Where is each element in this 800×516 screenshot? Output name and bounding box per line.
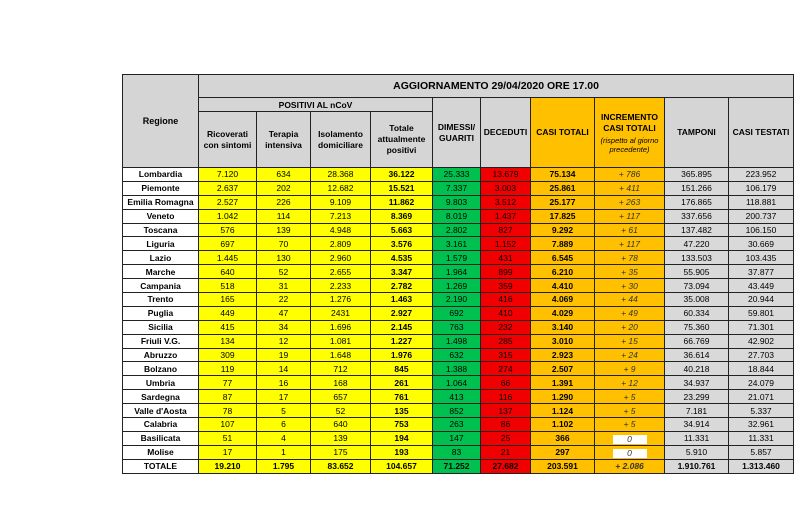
update-title: AGGIORNAMENTO 29/04/2020 ORE 17.00 — [199, 75, 794, 98]
covid-table — [122, 74, 794, 474]
casi-totali-cell: 4.069 — [531, 293, 595, 307]
incremento-cell: + 24 — [595, 348, 665, 362]
casi-testati-cell: 18.844 — [729, 362, 794, 376]
terapia-cell: 5 — [257, 404, 311, 418]
deceduti-cell: 66 — [481, 376, 531, 390]
tamponi-header: TAMPONI — [665, 98, 729, 168]
terapia-cell: 14 — [257, 362, 311, 376]
region-name: Basilicata — [123, 431, 199, 445]
casi-totali-cell: 9.292 — [531, 223, 595, 237]
tamponi-cell: 40.218 — [665, 362, 729, 376]
casi-totali-cell: 297 — [531, 445, 595, 459]
incremento-cell: + 20 — [595, 320, 665, 334]
totale-positivi-header: Totale attualmente positivi — [371, 112, 433, 168]
incremento-note: (rispetto al giorno precedente) — [600, 135, 659, 154]
dimessi-cell: 1.579 — [433, 251, 481, 265]
incremento-cell: + 786 — [595, 168, 665, 182]
casi-totali-cell: 2.507 — [531, 362, 595, 376]
totale-positivi-cell: 2.782 — [371, 279, 433, 293]
tamponi-cell: 151.266 — [665, 181, 729, 195]
casi-testati-cell: 71.301 — [729, 320, 794, 334]
table-row — [123, 195, 794, 209]
table-row — [123, 376, 794, 390]
casi-testati-cell: 20.944 — [729, 293, 794, 307]
ricoverati-cell: 2.527 — [199, 195, 257, 209]
isolamento-cell: 2.809 — [311, 237, 371, 251]
incremento-cell: + 411 — [595, 181, 665, 195]
totale-positivi-cell: 1.976 — [371, 348, 433, 362]
tamponi-cell: 176.865 — [665, 195, 729, 209]
tamponi-cell: 47.220 — [665, 237, 729, 251]
dimessi-cell: 25.333 — [433, 168, 481, 182]
incremento-cell: + 117 — [595, 237, 665, 251]
tamponi-cell: 1.910.761 — [665, 459, 729, 473]
casi-testati-cell: 106.179 — [729, 181, 794, 195]
deceduti-cell: 416 — [481, 293, 531, 307]
casi-testati-cell: 103.435 — [729, 251, 794, 265]
dimessi-cell: 263 — [433, 418, 481, 432]
ricoverati-cell: 1.042 — [199, 209, 257, 223]
deceduti-cell: 274 — [481, 362, 531, 376]
ricoverati-cell: 640 — [199, 265, 257, 279]
terapia-cell: 6 — [257, 418, 311, 432]
totale-positivi-cell: 4.535 — [371, 251, 433, 265]
deceduti-cell: 116 — [481, 390, 531, 404]
incremento-cell: + 78 — [595, 251, 665, 265]
terapia-cell: 22 — [257, 293, 311, 307]
deceduti-cell: 410 — [481, 306, 531, 320]
dimessi-cell: 632 — [433, 348, 481, 362]
incremento-value: 0 — [613, 449, 647, 458]
deceduti-cell: 21 — [481, 445, 531, 459]
incremento-cell: + 12 — [595, 376, 665, 390]
ricoverati-cell: 119 — [199, 362, 257, 376]
isolamento-cell: 7.213 — [311, 209, 371, 223]
terapia-cell: 52 — [257, 265, 311, 279]
incremento-header — [595, 98, 665, 168]
casi-testati-header: CASI TESTATI — [729, 98, 794, 168]
table-row — [123, 431, 794, 445]
ricoverati-header: Ricoverati con sintomi — [199, 112, 257, 168]
region-name: Piemonte — [123, 181, 199, 195]
ricoverati-cell: 87 — [199, 390, 257, 404]
table-row — [123, 279, 794, 293]
deceduti-cell: 1.152 — [481, 237, 531, 251]
casi-totali-cell: 3.140 — [531, 320, 595, 334]
region-name: Veneto — [123, 209, 199, 223]
region-name: Molise — [123, 445, 199, 459]
tamponi-cell: 137.482 — [665, 223, 729, 237]
casi-testati-cell: 11.331 — [729, 431, 794, 445]
isolamento-cell: 1.276 — [311, 293, 371, 307]
totale-positivi-cell: 135 — [371, 404, 433, 418]
ricoverati-cell: 7.120 — [199, 168, 257, 182]
isolamento-cell: 83.652 — [311, 459, 371, 473]
terapia-cell: 47 — [257, 306, 311, 320]
dimessi-header: DIMESSI/ GUARITI — [433, 98, 481, 168]
dimessi-cell: 8.019 — [433, 209, 481, 223]
region-name: Trento — [123, 293, 199, 307]
terapia-header: Terapia intensiva — [257, 112, 311, 168]
casi-testati-cell: 43.449 — [729, 279, 794, 293]
totale-positivi-cell: 8.369 — [371, 209, 433, 223]
casi-totali-cell: 1.124 — [531, 404, 595, 418]
terapia-cell: 226 — [257, 195, 311, 209]
deceduti-cell: 3.512 — [481, 195, 531, 209]
ricoverati-cell: 107 — [199, 418, 257, 432]
casi-testati-cell: 27.703 — [729, 348, 794, 362]
region-name: Puglia — [123, 306, 199, 320]
incremento-cell: + 49 — [595, 306, 665, 320]
dimessi-cell: 9.803 — [433, 195, 481, 209]
tamponi-cell: 5.910 — [665, 445, 729, 459]
casi-totali-cell: 25.861 — [531, 181, 595, 195]
incremento-cell — [595, 431, 665, 445]
isolamento-cell: 12.682 — [311, 181, 371, 195]
isolamento-cell: 712 — [311, 362, 371, 376]
table-row — [123, 181, 794, 195]
isolamento-cell: 2.655 — [311, 265, 371, 279]
ricoverati-cell: 17 — [199, 445, 257, 459]
deceduti-cell: 232 — [481, 320, 531, 334]
incremento-cell: + 9 — [595, 362, 665, 376]
incremento-cell — [595, 445, 665, 459]
casi-testati-cell: 37.877 — [729, 265, 794, 279]
casi-totali-cell: 203.591 — [531, 459, 595, 473]
deceduti-cell: 3.003 — [481, 181, 531, 195]
casi-testati-cell: 5.857 — [729, 445, 794, 459]
casi-totali-cell: 2.923 — [531, 348, 595, 362]
casi-totali-cell: 1.290 — [531, 390, 595, 404]
region-name: Toscana — [123, 223, 199, 237]
tamponi-cell: 73.094 — [665, 279, 729, 293]
terapia-cell: 17 — [257, 390, 311, 404]
totale-positivi-cell: 1.463 — [371, 293, 433, 307]
region-name: TOTALE — [123, 459, 199, 473]
table-row — [123, 237, 794, 251]
casi-testati-cell: 5.337 — [729, 404, 794, 418]
ricoverati-cell: 697 — [199, 237, 257, 251]
isolamento-cell: 1.081 — [311, 334, 371, 348]
tamponi-cell: 365.895 — [665, 168, 729, 182]
ricoverati-cell: 1.445 — [199, 251, 257, 265]
dimessi-cell: 83 — [433, 445, 481, 459]
table-row — [123, 293, 794, 307]
incremento-cell: + 30 — [595, 279, 665, 293]
deceduti-cell: 827 — [481, 223, 531, 237]
terapia-cell: 4 — [257, 431, 311, 445]
table-row — [123, 223, 794, 237]
table-row — [123, 445, 794, 459]
deceduti-cell: 431 — [481, 251, 531, 265]
casi-testati-cell: 223.952 — [729, 168, 794, 182]
casi-testati-cell: 1.313.460 — [729, 459, 794, 473]
totale-positivi-cell: 761 — [371, 390, 433, 404]
casi-totali-cell: 1.102 — [531, 418, 595, 432]
dimessi-cell: 7.337 — [433, 181, 481, 195]
region-name: Sardegna — [123, 390, 199, 404]
ricoverati-cell: 77 — [199, 376, 257, 390]
casi-testati-cell: 21.071 — [729, 390, 794, 404]
deceduti-cell: 27.682 — [481, 459, 531, 473]
totale-positivi-cell: 3.347 — [371, 265, 433, 279]
incremento-cell: + 5 — [595, 390, 665, 404]
terapia-cell: 114 — [257, 209, 311, 223]
casi-testati-cell: 118.881 — [729, 195, 794, 209]
casi-testati-cell: 24.079 — [729, 376, 794, 390]
incremento-cell: + 44 — [595, 293, 665, 307]
incremento-cell: + 61 — [595, 223, 665, 237]
terapia-cell: 139 — [257, 223, 311, 237]
totale-positivi-cell: 11.862 — [371, 195, 433, 209]
casi-testati-cell: 30.669 — [729, 237, 794, 251]
casi-testati-cell: 106.150 — [729, 223, 794, 237]
table-row — [123, 334, 794, 348]
isolamento-cell: 2.960 — [311, 251, 371, 265]
incremento-value: 0 — [613, 435, 647, 444]
region-name: Umbria — [123, 376, 199, 390]
casi-testati-cell: 200.737 — [729, 209, 794, 223]
casi-totali-cell: 4.410 — [531, 279, 595, 293]
positivi-header: POSITIVI AL nCoV — [199, 98, 433, 112]
tamponi-cell: 35.008 — [665, 293, 729, 307]
ricoverati-cell: 309 — [199, 348, 257, 362]
terapia-cell: 202 — [257, 181, 311, 195]
terapia-cell: 31 — [257, 279, 311, 293]
incremento-cell: + 5 — [595, 404, 665, 418]
table-row — [123, 390, 794, 404]
region-name: Campania — [123, 279, 199, 293]
terapia-cell: 1 — [257, 445, 311, 459]
table-row — [123, 362, 794, 376]
tamponi-cell: 337.656 — [665, 209, 729, 223]
tamponi-cell: 133.503 — [665, 251, 729, 265]
casi-testati-cell: 42.902 — [729, 334, 794, 348]
incremento-cell: + 117 — [595, 209, 665, 223]
dimessi-cell: 147 — [433, 431, 481, 445]
table-row — [123, 251, 794, 265]
isolamento-header: Isolamento domiciliare — [311, 112, 371, 168]
region-name: Marche — [123, 265, 199, 279]
terapia-cell: 16 — [257, 376, 311, 390]
dimessi-cell: 1.269 — [433, 279, 481, 293]
isolamento-cell: 657 — [311, 390, 371, 404]
region-name: Lazio — [123, 251, 199, 265]
dimessi-cell: 1.064 — [433, 376, 481, 390]
ricoverati-cell: 518 — [199, 279, 257, 293]
tamponi-cell: 34.914 — [665, 418, 729, 432]
deceduti-header: DECEDUTI — [481, 98, 531, 168]
tamponi-cell: 11.331 — [665, 431, 729, 445]
deceduti-cell: 899 — [481, 265, 531, 279]
isolamento-cell: 9.109 — [311, 195, 371, 209]
casi-totali-cell: 75.134 — [531, 168, 595, 182]
terapia-cell: 34 — [257, 320, 311, 334]
tamponi-cell: 34.937 — [665, 376, 729, 390]
dimessi-cell: 3.161 — [433, 237, 481, 251]
casi-totali-cell: 3.010 — [531, 334, 595, 348]
casi-totali-cell: 25.177 — [531, 195, 595, 209]
table-row — [123, 320, 794, 334]
isolamento-cell: 4.948 — [311, 223, 371, 237]
dimessi-cell: 1.498 — [433, 334, 481, 348]
incremento-cell: + 2.086 — [595, 459, 665, 473]
casi-totali-header: CASI TOTALI — [531, 98, 595, 168]
totale-positivi-cell: 845 — [371, 362, 433, 376]
totale-positivi-cell: 2.927 — [371, 306, 433, 320]
isolamento-cell: 28.368 — [311, 168, 371, 182]
isolamento-cell: 640 — [311, 418, 371, 432]
region-name: Sicilia — [123, 320, 199, 334]
dimessi-cell: 2.190 — [433, 293, 481, 307]
isolamento-cell: 52 — [311, 404, 371, 418]
casi-totali-cell: 7.889 — [531, 237, 595, 251]
dimessi-cell: 71.252 — [433, 459, 481, 473]
terapia-cell: 634 — [257, 168, 311, 182]
region-name: Liguria — [123, 237, 199, 251]
deceduti-cell: 315 — [481, 348, 531, 362]
region-name: Bolzano — [123, 362, 199, 376]
casi-testati-cell: 32.961 — [729, 418, 794, 432]
tamponi-cell: 36.614 — [665, 348, 729, 362]
totale-positivi-cell: 261 — [371, 376, 433, 390]
casi-totali-cell: 366 — [531, 431, 595, 445]
tamponi-cell: 7.181 — [665, 404, 729, 418]
tamponi-cell: 55.905 — [665, 265, 729, 279]
ricoverati-cell: 51 — [199, 431, 257, 445]
region-name: Emilia Romagna — [123, 195, 199, 209]
incremento-cell: + 35 — [595, 265, 665, 279]
region-name: Valle d'Aosta — [123, 404, 199, 418]
incremento-title: INCREMENTO CASI TOTALI — [601, 111, 658, 133]
table-row — [123, 265, 794, 279]
ricoverati-cell: 449 — [199, 306, 257, 320]
table-row — [123, 209, 794, 223]
ricoverati-cell: 134 — [199, 334, 257, 348]
dimessi-cell: 763 — [433, 320, 481, 334]
casi-totali-cell: 1.391 — [531, 376, 595, 390]
isolamento-cell: 2431 — [311, 306, 371, 320]
region-header: Regione — [123, 75, 199, 168]
terapia-cell: 19 — [257, 348, 311, 362]
totale-positivi-cell: 15.521 — [371, 181, 433, 195]
table-row — [123, 418, 794, 432]
casi-totali-cell: 17.825 — [531, 209, 595, 223]
deceduti-cell: 285 — [481, 334, 531, 348]
ricoverati-cell: 19.210 — [199, 459, 257, 473]
dimessi-cell: 692 — [433, 306, 481, 320]
totale-positivi-cell: 3.576 — [371, 237, 433, 251]
deceduti-cell: 25 — [481, 431, 531, 445]
isolamento-cell: 1.648 — [311, 348, 371, 362]
table-row — [123, 348, 794, 362]
table-row — [123, 404, 794, 418]
deceduti-cell: 86 — [481, 418, 531, 432]
isolamento-cell: 139 — [311, 431, 371, 445]
tamponi-cell: 75.360 — [665, 320, 729, 334]
ricoverati-cell: 78 — [199, 404, 257, 418]
isolamento-cell: 175 — [311, 445, 371, 459]
isolamento-cell: 2.233 — [311, 279, 371, 293]
incremento-cell: + 263 — [595, 195, 665, 209]
totale-positivi-cell: 5.663 — [371, 223, 433, 237]
casi-totali-cell: 6.545 — [531, 251, 595, 265]
ricoverati-cell: 576 — [199, 223, 257, 237]
totale-positivi-cell: 1.227 — [371, 334, 433, 348]
deceduti-cell: 137 — [481, 404, 531, 418]
totale-positivi-cell: 104.657 — [371, 459, 433, 473]
ricoverati-cell: 2.637 — [199, 181, 257, 195]
dimessi-cell: 852 — [433, 404, 481, 418]
deceduti-cell: 13.679 — [481, 168, 531, 182]
tamponi-cell: 60.334 — [665, 306, 729, 320]
table-row — [123, 168, 794, 182]
totale-positivi-cell: 753 — [371, 418, 433, 432]
region-name: Friuli V.G. — [123, 334, 199, 348]
terapia-cell: 12 — [257, 334, 311, 348]
tamponi-cell: 23.299 — [665, 390, 729, 404]
casi-totali-cell: 4.029 — [531, 306, 595, 320]
table-row — [123, 306, 794, 320]
isolamento-cell: 168 — [311, 376, 371, 390]
dimessi-cell: 413 — [433, 390, 481, 404]
ricoverati-cell: 165 — [199, 293, 257, 307]
dimessi-cell: 1.388 — [433, 362, 481, 376]
casi-totali-cell: 6.210 — [531, 265, 595, 279]
isolamento-cell: 1.696 — [311, 320, 371, 334]
totale-positivi-cell: 193 — [371, 445, 433, 459]
ricoverati-cell: 415 — [199, 320, 257, 334]
terapia-cell: 1.795 — [257, 459, 311, 473]
totale-positivi-cell: 2.145 — [371, 320, 433, 334]
totale-positivi-cell: 194 — [371, 431, 433, 445]
incremento-cell: + 15 — [595, 334, 665, 348]
region-name: Lombardia — [123, 168, 199, 182]
region-name: Calabria — [123, 418, 199, 432]
casi-testati-cell: 59.801 — [729, 306, 794, 320]
deceduti-cell: 359 — [481, 279, 531, 293]
tamponi-cell: 66.769 — [665, 334, 729, 348]
terapia-cell: 130 — [257, 251, 311, 265]
dimessi-cell: 2.802 — [433, 223, 481, 237]
totale-positivi-cell: 36.122 — [371, 168, 433, 182]
deceduti-cell: 1.437 — [481, 209, 531, 223]
totals-row — [123, 459, 794, 473]
dimessi-cell: 1.964 — [433, 265, 481, 279]
incremento-cell: + 5 — [595, 418, 665, 432]
region-name: Abruzzo — [123, 348, 199, 362]
terapia-cell: 70 — [257, 237, 311, 251]
